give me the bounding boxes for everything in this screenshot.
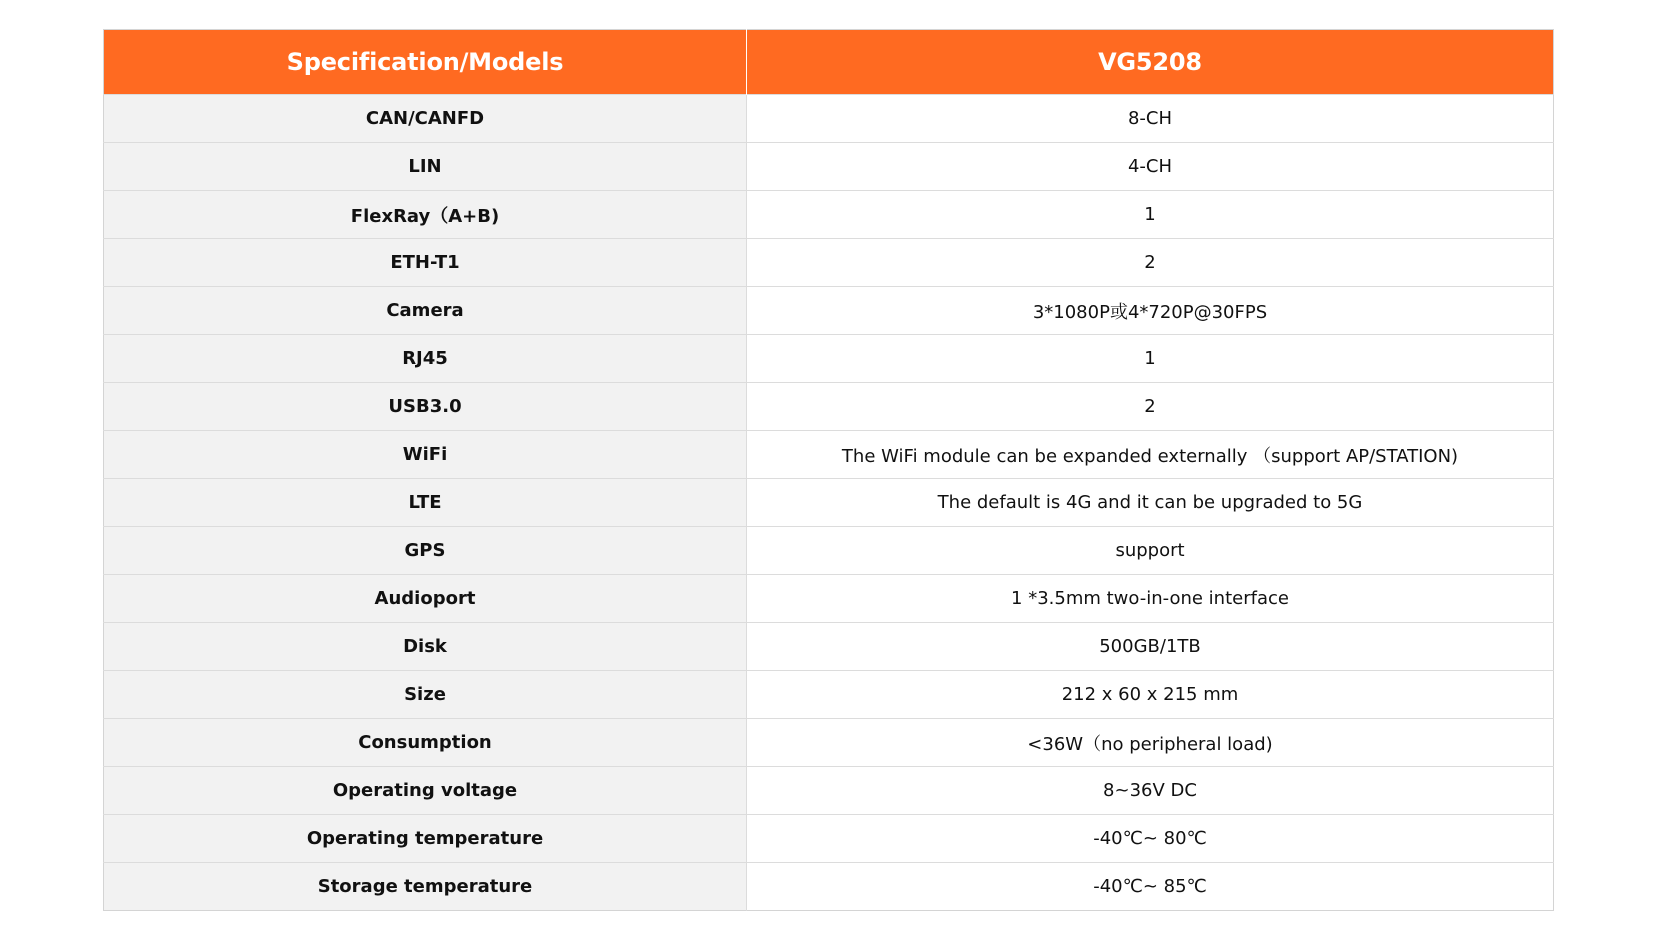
spec-value: The default is 4G and it can be upgraded to 5G [747,479,1554,527]
table-row [104,383,1554,431]
spec-value: The WiFi module can be expanded externally （support AP/STATION) [747,431,1554,479]
spec-value: 1 [747,335,1554,383]
table-row [104,95,1554,143]
spec-value: 212 x 60 x 215 mm [747,671,1554,719]
spec-value: 1 *3.5mm two-in-one interface [747,575,1554,623]
spec-label: Storage temperature [104,863,747,911]
table-row [104,527,1554,575]
table-row [104,239,1554,287]
spec-value: 2 [747,383,1554,431]
spec-value: 500GB/1TB [747,623,1554,671]
table-row [104,143,1554,191]
spec-value: 8~36V DC [747,767,1554,815]
spec-label: Consumption [104,719,747,767]
spec-label: FlexRay（A+B) [104,191,747,239]
spec-label: Disk [104,623,747,671]
table-row [104,287,1554,335]
table-row [104,815,1554,863]
header-row [104,30,1554,95]
spec-table [103,29,1554,911]
table-row [104,575,1554,623]
spec-value: -40℃~ 80℃ [747,815,1554,863]
header-model-name: VG5208 [747,30,1554,95]
spec-value: <36W（no peripheral load) [747,719,1554,767]
table-row [104,719,1554,767]
spec-value: 1 [747,191,1554,239]
spec-label: Operating voltage [104,767,747,815]
spec-label: WiFi [104,431,747,479]
header-spec-models: Specification/Models [104,30,747,95]
spec-value: support [747,527,1554,575]
table-row [104,623,1554,671]
table-row [104,671,1554,719]
spec-label: ETH-T1 [104,239,747,287]
spec-value: -40℃~ 85℃ [747,863,1554,911]
spec-label: USB3.0 [104,383,747,431]
spec-label: LIN [104,143,747,191]
table-row [104,335,1554,383]
spec-label: LTE [104,479,747,527]
spec-value: 4-CH [747,143,1554,191]
spec-label: Camera [104,287,747,335]
spec-label: RJ45 [104,335,747,383]
spec-label: GPS [104,527,747,575]
spec-label: Size [104,671,747,719]
spec-value: 8-CH [747,95,1554,143]
table-body [104,95,1554,911]
spec-value: 2 [747,239,1554,287]
table-row [104,431,1554,479]
spec-label: Operating temperature [104,815,747,863]
table-row [104,479,1554,527]
table-row [104,767,1554,815]
spec-label: Audioport [104,575,747,623]
table-row [104,863,1554,911]
spec-label: CAN/CANFD [104,95,747,143]
table-row [104,191,1554,239]
spec-value: 3*1080P或4*720P@30FPS [747,287,1554,335]
table-header [104,30,1554,95]
